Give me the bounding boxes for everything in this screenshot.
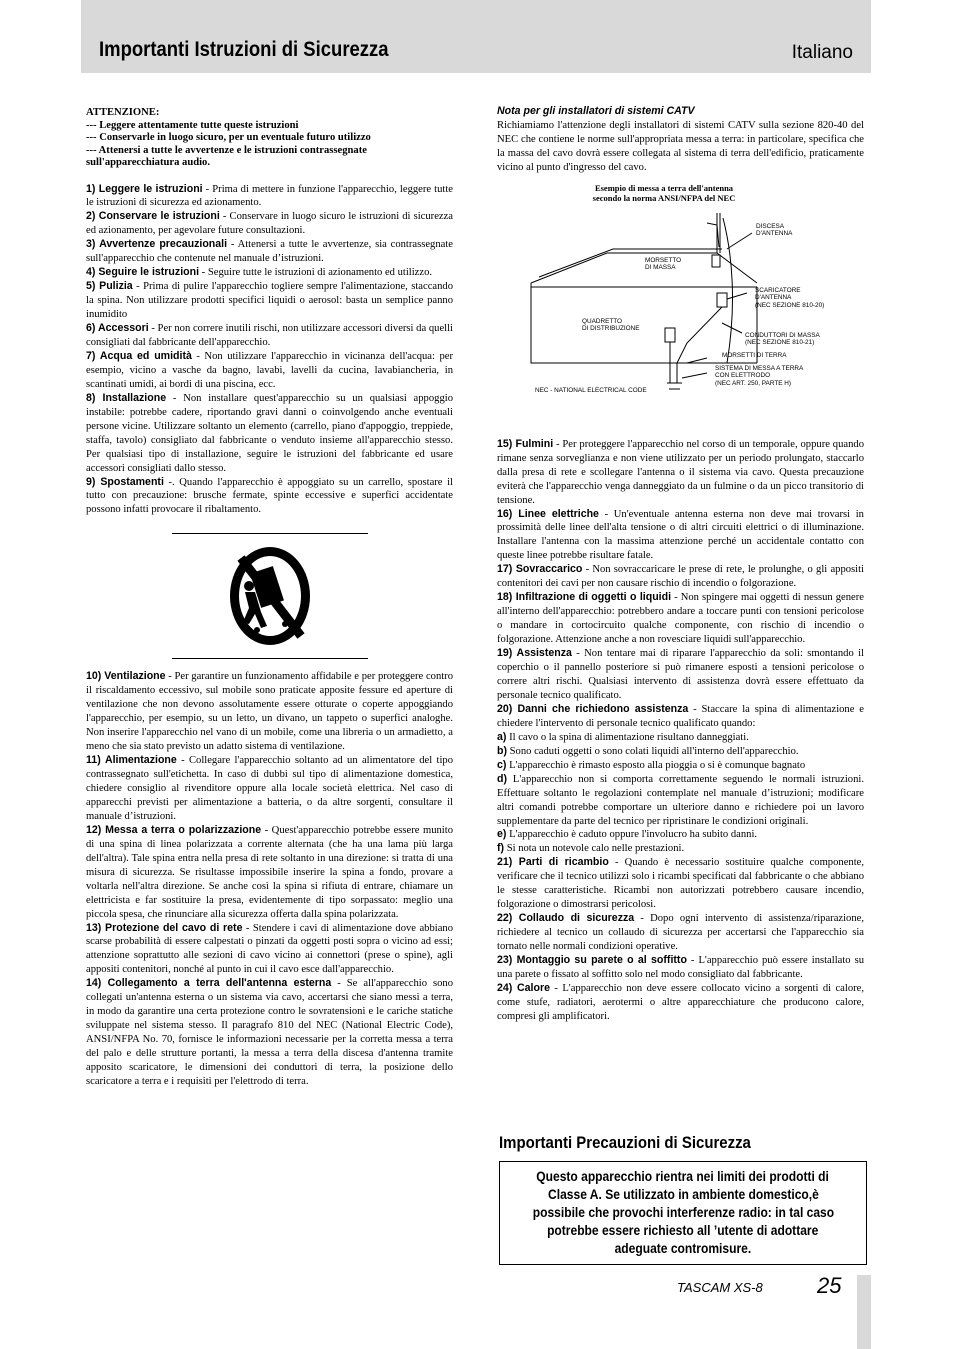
instruction-label: 14) Collegamento a terra dell'antenna esterna	[86, 977, 332, 990]
instruction-item	[497, 438, 864, 508]
instruction-text: L'apparecchio non si comporta correttamente seguendo le normali istruzioni. Effettuare soltanto le regolazioni contemplate nel manuale d’istruzioni; modificare altri comandi potrebbe comportare un ulteriore danno e richiedere poi un lavoro supplementare da parte del tecnico per ripristinare le condizioni originali.	[497, 773, 864, 827]
instruction-list-c	[497, 438, 864, 1024]
instruction-text: - Attenersi a tutte le avvertenze, sia contrassegnate sull'apparecchio che contenute nel manuale d’istruzioni.	[86, 239, 453, 265]
instruction-text: - Quest'apparecchio potrebbe essere munito di una spina di linea polarizzata a corrente alternata (che ha una lama più larga dell'altra). Tale spina entra nella presa di rete soltanto in una direzione: si tratta di una misura di sicurezza. Se risultasse impossibile inserire la spina a fondo, provare a voltarla nell'altra direzione. Se anche così la spina si rifiuta di entrare, chiamare un elettricista e far sostituire la presa, evidentemente di tipo sorpassato: meglio una piccola spesa, che rinunciare alla sicurezza offerta dalla spina polarizzata.	[86, 824, 453, 920]
notice-line: possibile che provochi interferenze radio: in tal caso	[532, 1205, 834, 1220]
instruction-label: e)	[497, 828, 507, 841]
instruction-label: 6) Accessori	[86, 322, 149, 335]
instruction-item	[86, 922, 453, 978]
figure-caption-line: secondo la norma ANSI/NFPA del NEC	[592, 192, 736, 203]
instruction-item	[497, 647, 864, 703]
instruction-text: - Staccare la spina di alimentazione e chiedere l'intervento di personale tecnico qualificato quando:	[497, 703, 864, 729]
antenna-grounding-figure	[497, 183, 864, 429]
instruction-label: 17) Sovraccarico	[497, 563, 583, 576]
instruction-item	[497, 745, 864, 759]
figure-caption-line: Esempio di messa a terra dell'antenna	[594, 182, 734, 193]
instruction-item	[86, 392, 453, 476]
instruction-label: 16) Linee elettriche	[497, 507, 599, 520]
notice-line: Classe A. Se utilizzato in ambiente domestico,è	[547, 1187, 819, 1202]
instruction-label: 10) Ventilazione	[86, 670, 166, 683]
instruction-text: - Quando è necessario sostituire qualche componente, verificare che il tecnico utilizzi solo i ricambi specificati dal fabbricante o che abbiano le stesse caratteristiche. Ricambi non autorizzati potrebbero causare incendio, folgorazione o dimostrarsi pericolosi.	[497, 857, 864, 911]
attention-line: --- Leggere attentamente tutte queste istruzioni	[86, 119, 299, 131]
instruction-item	[86, 210, 453, 238]
instruction-text: - Non sovraccaricare le prese di rete, le prolunghe, o gli appositi contenitori dei cavi per non causare rischio di incendio o folgorazione.	[497, 564, 864, 590]
instruction-label: f)	[497, 842, 505, 855]
attention-block	[86, 107, 453, 170]
label-sistema: SISTEMA DI MESSA A TERRA CON ELETTRODO (NEC ART. 250, PARTE H)	[715, 364, 804, 387]
label-discesa: DISCESA D'ANTENNA	[756, 222, 793, 238]
label-morsetto: MORSETTO DI MASSA	[645, 256, 682, 272]
instruction-label: 18) Infiltrazione di oggetti o liquidi	[497, 591, 672, 604]
instruction-text: - Dopo ogni intervento di assistenza/riparazione, richiedere al tecnico un collaudo di sicurezza per accertarsi che l'apparecchio sia tornato nelle normali condizioni operative.	[497, 913, 864, 953]
instruction-text: Si nota un notevole calo nelle prestazioni.	[504, 843, 685, 855]
instruction-label: 21) Parti di ricambio	[497, 856, 609, 869]
instruction-text: Il cavo o la spina di alimentazione risultano danneggiati.	[506, 731, 749, 743]
instruction-label: 4) Seguire le istruzioni	[86, 266, 200, 279]
instruction-text: L'apparecchio è rimasto esposto alla pioggia o si è comunque bagnato	[506, 759, 806, 771]
instruction-label: 22) Collaudo di sicurezza	[497, 912, 635, 925]
instruction-text: - L'apparecchio può essere installato su una parete o fissato al soffitto solo nel modo consigliato dal fabbricante.	[497, 955, 864, 980]
instruction-text: - Conservare in luogo sicuro le istruzioni di sicurezza ed azionamento, per agevolare future consultazioni.	[86, 211, 453, 237]
precautions-title: Importanti Precauzioni di Sicurezza	[499, 1133, 751, 1152]
instruction-item	[86, 322, 453, 350]
left-column	[86, 107, 453, 1089]
instruction-label: 2) Conservare le istruzioni	[86, 210, 220, 223]
instruction-text: - Prima di mettere in funzione l'apparecchio, leggere tutte le istruzioni di sicurezza ed azionamento.	[86, 183, 453, 209]
instruction-item	[497, 912, 864, 954]
instruction-text: - Per proteggere l'apparecchio nel corso di un temporale, oppure quando rimane senza sorveglianza e non viene utilizzato per un periodo prolungato, staccarlo dalla presa di rete e scollegare l'antenna o il sistema via cavo. Questa precauzione eviterà che l'apparecchio venga danneggiato da un fulmine o da un picco transitorio di tensione.	[497, 438, 864, 506]
footer-brand: TASCAM XS-8	[677, 1280, 763, 1295]
instruction-text: -. Quando l'apparecchio è appoggiato su un carrello, spostare il tutto con precauzione: brusche fermate, spinte eccessive e superfici accidentate possono infatti provocare il ribaltamento.	[86, 476, 453, 516]
instruction-item	[86, 824, 453, 922]
label-quadretto: QUADRETTO DI DISTRIBUZIONE	[582, 317, 640, 333]
instruction-list-b	[86, 670, 453, 1089]
instruction-item	[497, 982, 864, 1024]
right-column	[497, 105, 864, 1024]
instruction-label: 15) Fulmini	[497, 437, 554, 450]
instruction-item	[497, 703, 864, 731]
instruction-item	[86, 183, 453, 211]
label-morsetti: MORSETTI DI TERRA	[722, 351, 787, 359]
attention-heading: ATTENZIONE:	[86, 107, 160, 118]
instruction-label: 9) Spostamenti	[86, 475, 164, 488]
instruction-label: 20) Danni che richiedono assistenza	[497, 702, 689, 715]
instruction-item	[86, 977, 453, 1089]
instruction-label: 7) Acqua ed umidità	[86, 349, 192, 362]
instruction-item	[497, 591, 864, 647]
instruction-item	[497, 731, 864, 745]
class-a-notice	[499, 1161, 867, 1265]
instruction-text: - Se all'apparecchio sono collegati un'antenna esterna o un sistema via cavo, accertarsi che siano messi a terra, in modo da garantire una certa protezione contro le sovratensioni e le cariche statiche sviluppate nel sistema stesso. Il paragrafo 810 del NEC (National Electric Code), ANSI/NFPA No. 70, fornisce le informazioni necessarie per la corretta messa a terra del palo e delle strutture portanti, la messa a terra della discesa d'antenna tramite apposito scaricatore, le dimensioni dei conduttori di terra, la posizione dello scaricatore a terra e i requisiti per l'elettrodo di terra.	[86, 978, 453, 1088]
instruction-text: - Seguire tutte le istruzioni di azionamento ed utilizzo.	[199, 267, 433, 279]
instruction-label: 24) Calore	[497, 981, 550, 994]
instruction-item	[497, 508, 864, 564]
label-nec-code: NEC - NATIONAL ELECTRICAL CODE	[535, 386, 647, 394]
instruction-text: - Stendere i cavi di alimentazione dove abbiano scarse probabilità di essere calpestati o pinzati da oggetti posti sopra o vicino ad essi; attenzione soprattutto alle sezioni di cavo vicino ai connettori (prese o spine), agli appositi contenitori, nonché al punto in cui il cavo esce dall'apparecchio.	[86, 922, 453, 976]
instruction-item	[497, 563, 864, 591]
instruction-text: Sono caduti oggetti o sono colati liquidi all'interno dell'apparecchio.	[507, 745, 799, 757]
instruction-item	[497, 828, 864, 842]
instruction-text: - Per garantire un funzionamento affidabile e per proteggere contro il riscaldamento eccessivo, sul mobile sono praticate apposite fessure ed aperture di ventilazione che non devono assolutamente essere otturate o coperte appoggiando l'apparecchio, per esempio, su un letto, un divano, un tappeto o superfici analoghe. Non inserire l'apparecchio nel vano di un mobile, come una libreria o un armadietto, a meno che sia stato previsto un adatto sistema di ventilazione.	[86, 671, 454, 753]
instruction-label: 8) Installazione	[86, 391, 167, 404]
notice-line: Questo apparecchio rientra nei limiti dei prodotti di	[536, 1169, 830, 1184]
instruction-label: 23) Montaggio su parete o al soffitto	[497, 954, 687, 967]
instruction-label: 12) Messa a terra o polarizzazione	[86, 823, 262, 836]
instruction-label: c)	[497, 758, 507, 771]
side-tab	[857, 1275, 871, 1349]
instruction-label: 5) Pulizia	[86, 280, 133, 293]
instruction-item	[86, 238, 453, 266]
instruction-label: 11) Alimentazione	[86, 754, 177, 767]
instruction-item	[497, 773, 864, 829]
instruction-item	[497, 856, 864, 912]
label-scaricatore: SCARICATORE D'ANTENNA (NEC SEZIONE 810-20)	[755, 286, 825, 309]
instruction-text: - Collegare l'apparecchio soltanto ad un alimentatore del tipo contrassegnato sull'etichetta. In caso di dubbi sul tipo di alimentazione domestica, chiedere consiglio al rivenditore oppure alla locale società elettrica. Nel caso di apparecchi previsti per alimentazione a batteria, o da altre sorgenti, consultare il manuale d’istruzioni.	[86, 755, 453, 822]
catv-note-text: Richiamiamo l'attenzione degli installatori di sistemi CATV sulla sezione 820-40 del NEC che contiene le norme sull'appropriata messa a terra: in particolare, specifica che la massa del cavo dovrà essere collegata al sistema di terra dell'edificio, praticamente vicino al punto d'ingresso del cavo.	[497, 119, 864, 173]
instruction-item	[86, 266, 453, 280]
instruction-text: - Per non correre inutili rischi, non utilizzare accessori diversi da quelli consigliati dal fabbricante dell'apparecchio.	[86, 323, 453, 348]
instruction-text: - Non spingere mai oggetti di nessun genere all'interno dell'apparecchio: potrebbero andare a toccare punti con tensioni pericolose o mandare in cortocircuito qualche componente, con rischio di incendio o folgorazione. Attenzione anche a non rovesciare liquidi sull'apparecchio.	[497, 592, 864, 646]
page-header	[81, 0, 871, 73]
instruction-item	[86, 350, 453, 392]
notice-line: potrebbe essere richiesto all ’utente di adottare	[547, 1223, 819, 1238]
attention-line: --- Conservarle in luogo sicuro, per un eventuale futuro utilizzo	[86, 132, 371, 143]
instruction-text: - Non utilizzare l'apparecchio in vicinanza dell'acqua: per esempio, vicino a vasche da bagno, lavabi, lavelli da cucina, lavabiancheria, in scantinati umidi, ai bordi di una piscina, ecc.	[86, 350, 453, 390]
attention-line: --- Attenersi a tutte le avvertenze e le istruzioni contrassegnate sull'apparecchiatura audio.	[86, 144, 367, 168]
notice-line: adeguate contromisure.	[614, 1241, 752, 1256]
instruction-list-a	[86, 183, 453, 518]
instruction-item	[86, 280, 453, 322]
instruction-label: 19) Assistenza	[497, 647, 572, 660]
instruction-text: - Non installare quest'apparecchio su un qualsiasi appoggio instabile: potrebbe cadere, riportando gravi danni o coinvolgendo anche eventuali persone vicine. Utilizzare soltanto un elemento (carrello, piano d'appoggio, treppiede, staffa, tavolo) consigliato dal fabbricante o venduto insieme all'apparecchio stesso. Per qualsiasi tipo di installazione, seguire le istruzioni del fabbricante ed usare accessori consigliati dallo stesso.	[86, 392, 453, 474]
cart-warning-pictogram	[172, 533, 368, 659]
instruction-text: - Un'eventuale antenna esterna non deve mai trovarsi in prossimità delle linee dell'alta tensione o di altri circuiti elettrici o di illuminazione. Installare l'antenna con la massima attenzione perché un accidentale contatto con queste linee potrebbe risultare fatale.	[497, 508, 864, 562]
instruction-label: d)	[497, 772, 507, 785]
figure-caption	[497, 183, 831, 203]
instruction-label: 3) Avvertenze precauzionali	[86, 238, 228, 251]
instruction-text: - Prima di pulire l'apparecchio togliere sempre l'alimentazione, staccando la spina. Non utilizzare prodotti specifici liquidi o aerosol: basta un semplice panno inumidito	[86, 281, 453, 321]
instruction-item	[497, 759, 864, 773]
instruction-label: 1) Leggere le istruzioni	[86, 182, 203, 195]
instruction-text: L'apparecchio è caduto oppure l'involucro ha subito danni.	[506, 829, 758, 841]
instruction-text: - L'apparecchio non deve essere collocato vicino a sorgenti di calore, come stufe, radiatori, aerotermi o altre apparecchiature che producono calore, compresi gli amplificatori.	[497, 982, 864, 1022]
cart-tip-over-icon	[227, 544, 313, 648]
page-title: Importanti Istruzioni di Sicurezza	[99, 38, 389, 61]
instruction-item	[86, 670, 453, 754]
page-number: 25	[817, 1273, 842, 1298]
instruction-label: a)	[497, 730, 507, 743]
instruction-label: b)	[497, 744, 507, 757]
instruction-label: 13) Protezione del cavo di rete	[86, 921, 243, 934]
instruction-item	[497, 954, 864, 982]
instruction-text: - Non tentare mai di riparare l'apparecchio da soli: smontando il coperchio o il pannello posteriore si può rimanere esposti a tensioni pericolose o correre altri rischi. Qualsiasi intervento di assistenza dovrà essere effettuato da personale tecnico qualificato.	[497, 648, 864, 701]
instruction-item	[86, 754, 453, 824]
catv-note-title: Nota per gli installatori di sistemi CATV	[497, 105, 695, 117]
language-label: Italiano	[791, 42, 853, 63]
instruction-item	[497, 842, 864, 856]
instruction-item	[86, 476, 453, 518]
label-conduttori: CONDUTTORI DI MASSA (NEC SEZIONE 810-21)	[745, 331, 820, 347]
